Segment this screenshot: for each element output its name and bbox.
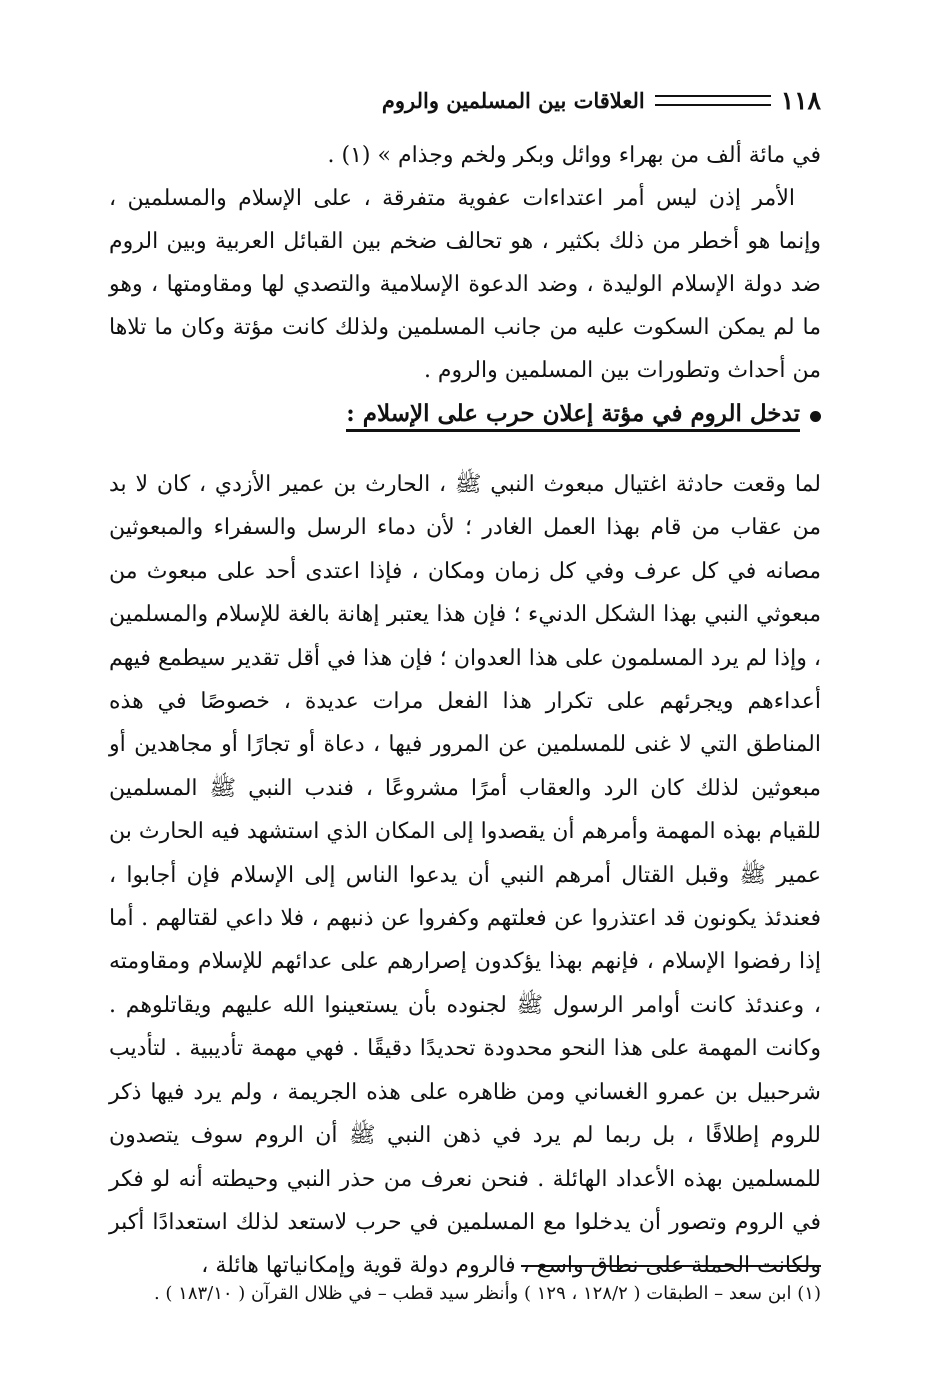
header-double-rule: [655, 95, 771, 106]
main-text: [109, 463, 821, 1288]
page-header: [109, 82, 821, 118]
page-number: ١١٨: [780, 85, 821, 115]
intro-paragraph: الأمر إذن ليس أمر اعتداءات عفوية متفرقة ، على الإسلام والمسلمين ، وإنما هو أخطر من ذلك بكثير ، هو تحالف ضخم بين القبائل العربية وبين الروم ضد دولة الإسلام الوليدة ، وضد الدعوة الإسلامية والتصدي لها ومقاومتها ، وهو ما لم يمكن السكوت عليه من جانب المسلمين ولذلك كانت مؤتة وكان ما تلاها من أحداث وتطورات بين المسلمين والروم .: [109, 186, 822, 383]
intro-line: في مائة ألف من بهراء ووائل وبكر ولخم وجذام » (١) .: [327, 143, 821, 168]
bullet-icon: [810, 411, 821, 422]
section-heading-text: تدخل الروم في مؤتة إعلان حرب على الإسلام :: [346, 400, 800, 432]
section-heading: [346, 400, 821, 432]
footnote: (١) ابن سعد – الطبقات ( ١٢٨/٢ ، ١٢٩ ) وأنظر سيد قطب – في ظلال القرآن ( ١٨٣/١٠ ) .: [153, 1283, 821, 1304]
intro-text: [109, 134, 821, 392]
running-title: العلاقات بين المسلمين والروم: [381, 87, 645, 113]
main-paragraph: لما وقعت حادثة اغتيال مبعوث النبي ﷺ ، الحارث بن عمير الأزدي ، كان لا بد من عقاب من قام بهذا العمل الغادر ؛ لأن دماء الرسل والسفراء والمبعوثين مصانه في كل عرف وفي كل زمان ومكان ، فإذا اعتدى أحد على مبعوث من مبعوثي النبي بهذا الشكل الدنيء ؛ فإن هذا يعتبر إهانة بالغة للإسلام والمسلمين ، وإذا لم يرد المسلمون على هذا العدوان ؛ فإن هذا في أقل تقدير سيطمع فيهم أعداءهم ويجرئهم على تكرار هذا الفعل مرات عديدة ، خصوصًا في هذه المناطق التي لا غنى للمسلمين عن المرور فيها ، دعاة أو تجارًا أو مجاهدين أو مبعوثين لذلك كان الرد والعقاب أمرًا مشروعًا ، فندب النبي ﷺ المسلمين للقيام بهذه المهمة وأمرهم أن يقصدوا إلى المكان الذي استشهد فيه الحارث بن عمير ﷺ وقبل القتال أمرهم النبي أن يدعوا الناس إلى الإسلام فإن أجابوا ، فعندئذ يكونون قد اعتذروا عن فعلتهم وكفروا عن ذنبهم ، فلا داعي لقتالهم . أما إذا رفضوا الإسلام ، فإنهم بهذا يؤكدون إصرارهم على عدائهم للإسلام ومقاومته ، وعندئذ كانت أوامر الرسول ﷺ لجنوده بأن يستعينوا الله عليهم ويقاتلوهم . وكانت المهمة على هذا النحو محدودة تحديدًا دقيقًا . فهي مهمة تأديبية . لتأديب شرحبيل بن عمرو الغساني ومن ظاهره على هذه الجريمة ، ولم يرد فيها ذكر للروم إطلاقًا ، بل ربما لم يرد في ذهن النبي ﷺ أن الروم سوف يتصدون للمسلمين بهذه الأعداد الهائلة . فنحن نعرف من حذر النبي وحيطته أنه لو فكر في الروم وتصور أن يدخلوا مع المسلمين في حرب لاستعد لذلك استعدادًا أكبر ولكانت الحملة على نطاق واسع ، فالروم دولة قوية وإمكانياتها هائلة ،: [109, 472, 821, 1279]
footnote-divider: [521, 1265, 821, 1267]
